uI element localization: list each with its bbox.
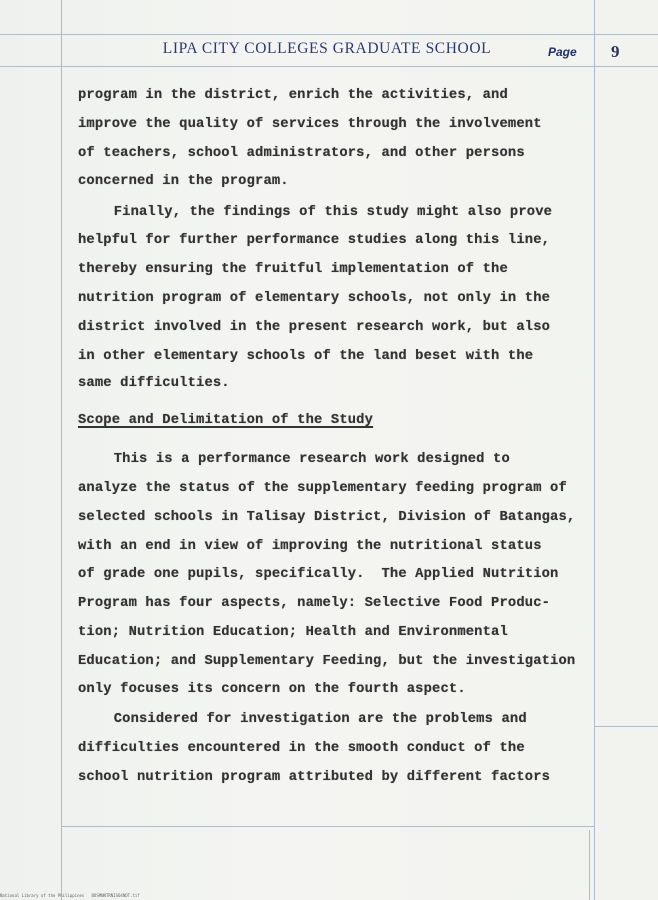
body-line: analyze the status of the supplementary feeding program of [78, 481, 567, 496]
body-line: Considered for investigation are the problems and [80, 712, 527, 727]
right-margin-tick [594, 726, 658, 727]
section-heading: Scope and Delimitation of the Study [78, 413, 374, 428]
body-line: selected schools in Talisay District, Division of Batangas, [78, 510, 576, 525]
body-line: helpful for further performance studies along this line, [78, 233, 551, 248]
scan-footer: National Library of the Philippines BOSMNNTRNISO4NDT.tif [0, 893, 140, 898]
body-line: of grade one pupils, specifically. The Applied Nutrition [78, 567, 559, 582]
body-line: improve the quality of services through the involvement [78, 117, 542, 132]
body-line: same difficulties. [78, 376, 230, 391]
page-label: Page [548, 45, 577, 59]
bottom-right-rule [589, 830, 590, 900]
page-number: 9 [611, 42, 620, 61]
page-title: LIPA CITY COLLEGES GRADUATE SCHOOL [162, 40, 492, 57]
body-line: only focuses its concern on the fourth aspect. [78, 682, 466, 697]
body-line: tion; Nutrition Education; Health and Environmental [78, 625, 508, 640]
body-line: nutrition program of elementary schools, not only in the [78, 291, 551, 306]
body-line: concerned in the program. [78, 174, 289, 189]
body-line: with an end in view of improving the nutritional status [78, 539, 542, 554]
body-line: thereby ensuring the fruitful implementation of the [78, 262, 508, 277]
header-bottom-rule [0, 66, 658, 67]
body-line: program in the district, enrich the activities, and [78, 88, 508, 103]
body-line: school nutrition program attributed by different factors [78, 770, 551, 785]
body-line: of teachers, school administrators, and other persons [78, 146, 525, 161]
body-line: Finally, the findings of this study might also prove [80, 205, 553, 220]
right-margin-rule [594, 0, 595, 900]
footer-rule [62, 826, 594, 827]
body-line: This is a performance research work designed to [80, 452, 510, 467]
body-line: district involved in the present research work, but also [78, 320, 551, 335]
left-margin-rule [61, 0, 62, 900]
body-line: in other elementary schools of the land beset with the [78, 349, 534, 364]
body-line: difficulties encountered in the smooth conduct of the [78, 741, 525, 756]
body-line: Education; and Supplementary Feeding, but the investigation [78, 654, 576, 669]
header-top-rule [0, 34, 658, 35]
body-line: Program has four aspects, namely: Selective Food Produc- [78, 596, 551, 611]
